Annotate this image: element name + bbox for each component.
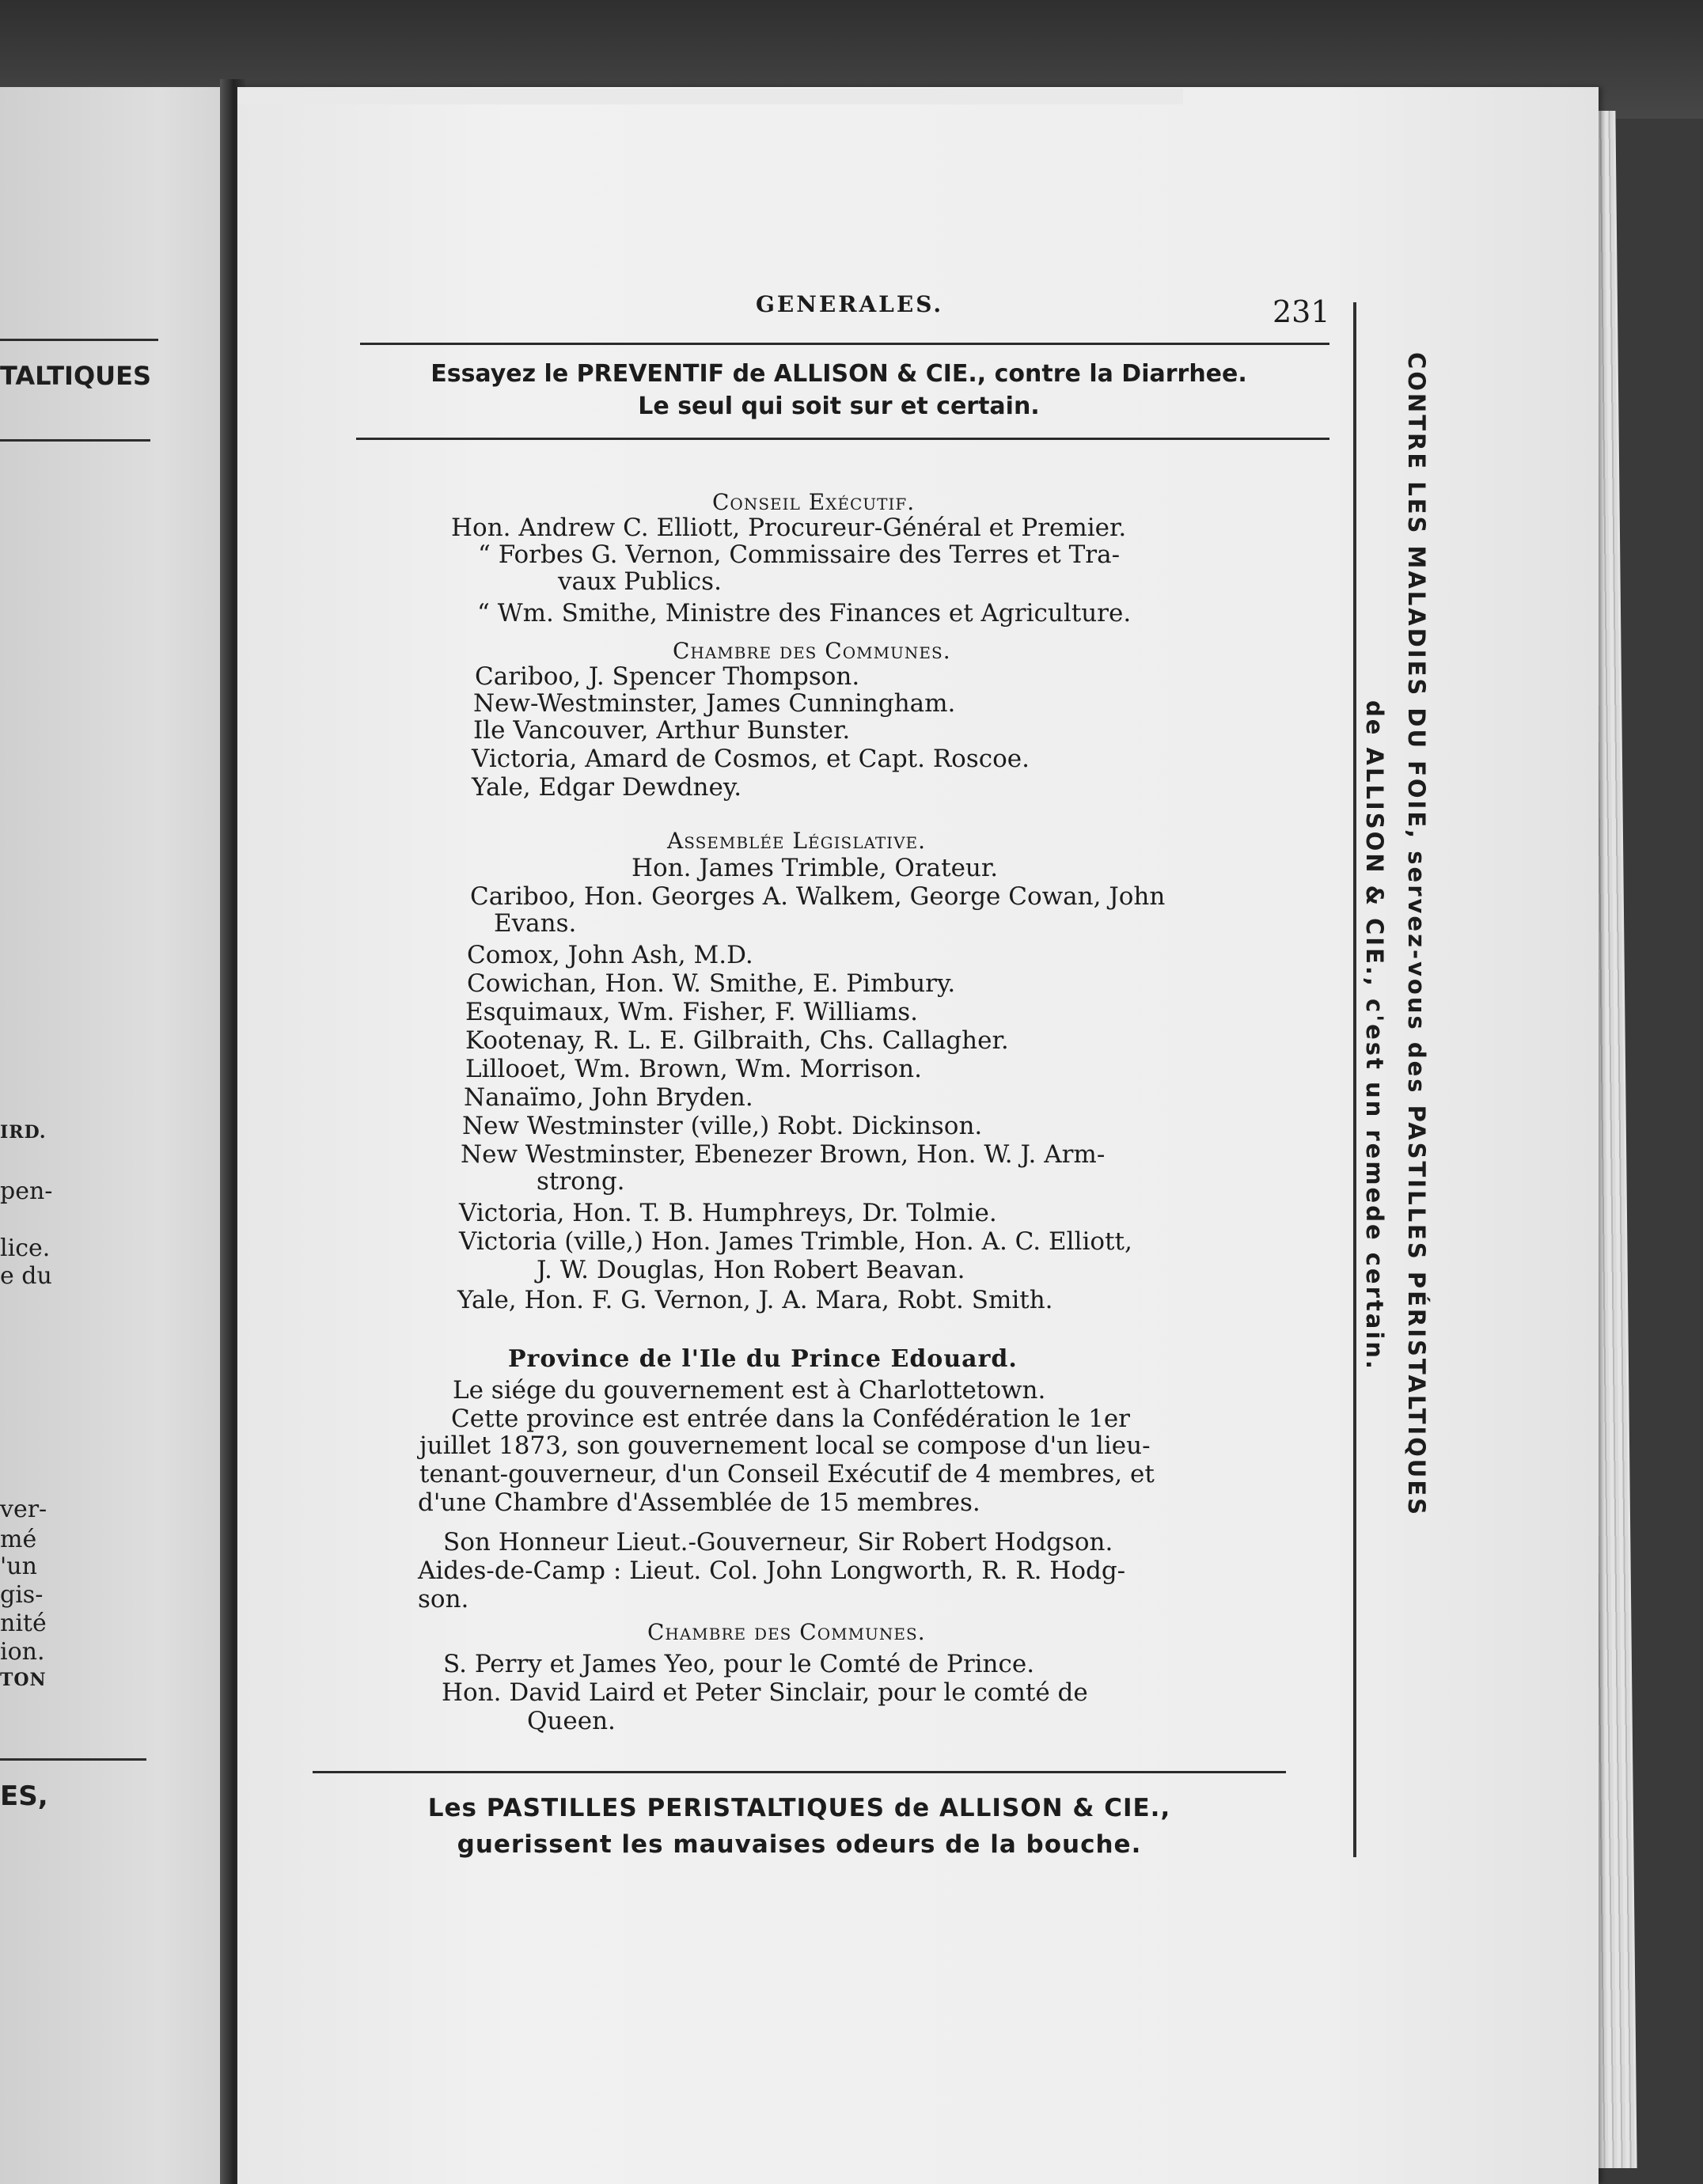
text-line: Esquimaux, Wm. Fisher, F. Williams.	[465, 998, 919, 1026]
text-line: strong.	[537, 1167, 625, 1196]
text-line: son.	[418, 1585, 469, 1613]
left-fragment-bottom: ES,	[0, 1780, 48, 1812]
left-fragment: ver-	[0, 1496, 47, 1523]
text-line: J. W. Douglas, Hon Robert Beavan.	[537, 1256, 965, 1284]
text-line: vaux Publics.	[558, 567, 722, 596]
text-line: juillet 1873, son gouvernement local se compose d'un lieu-	[419, 1431, 1151, 1460]
left-fragment: gis-	[0, 1581, 44, 1609]
vertical-rule	[1353, 302, 1356, 1857]
side-ad-line-1: CONTRE LES MALADIES DU FOIE, servez-vous des PASTILLES PÉRISTALTIQUES	[1403, 352, 1430, 1518]
text-line: Lillooet, Wm. Brown, Wm. Morrison.	[465, 1055, 922, 1083]
side-ad-line-2: de ALLISON & CIE., c'est un remede certain.	[1361, 700, 1388, 1371]
left-rule-top	[0, 339, 158, 341]
running-title: GENERALES.	[756, 291, 944, 317]
text-line: Le siége du gouvernement est à Charlottetown.	[453, 1376, 1046, 1405]
text-line: Yale, Edgar Dewdney.	[472, 773, 742, 802]
text-line: S. Perry et James Yeo, pour le Comté de Prince.	[443, 1650, 1035, 1678]
bottom-ad-line-1: Les PASTILLES PERISTALTIQUES de ALLISON & CIE.,	[427, 1794, 1171, 1822]
text-line: New Westminster, Ebenezer Brown, Hon. W. J. Arm-	[461, 1140, 1106, 1169]
text-line: Victoria, Amard de Cosmos, et Capt. Roscoe.	[472, 745, 1030, 773]
text-line: Nanaïmo, John Bryden.	[464, 1083, 753, 1112]
left-fragment-title: TALTIQUES	[0, 361, 152, 391]
text-line: Hon. Andrew C. Elliott, Procureur-Général et Premier.	[451, 514, 1127, 542]
text-line: Hon. James Trimble, Orateur.	[632, 854, 999, 882]
text-line: Victoria (ville,) Hon. James Trimble, Hon. A. C. Elliott,	[459, 1227, 1132, 1256]
text-line: Queen.	[527, 1707, 616, 1735]
bottom-advertisement	[301, 1790, 1298, 1863]
top-ad-line-1: Essayez le PREVENTIF de ALLISON & CIE., contre la Diarrhee.	[430, 360, 1247, 388]
rule-bottom-ad	[313, 1771, 1286, 1773]
left-fragment: 'un	[0, 1553, 37, 1580]
text-line: Hon. David Laird et Peter Sinclair, pour le comté de	[442, 1678, 1088, 1707]
left-fragment: lice.	[0, 1234, 51, 1262]
left-fragment: e du	[0, 1262, 52, 1290]
bottom-ad-line-2: guerissent les mauvaises odeurs de la bouche.	[457, 1830, 1142, 1859]
text-line: “ Forbes G. Vernon, Commissaire des Terres et Tra-	[478, 540, 1121, 569]
left-fragment: nité	[0, 1610, 47, 1637]
page-top-edge	[237, 89, 1183, 104]
text-line: New-Westminster, James Cunningham.	[473, 689, 956, 718]
text-line: Son Honneur Lieut.-Gouverneur, Sir Robert Hodgson.	[443, 1528, 1113, 1556]
text-line: Cette province est entrée dans la Confédération le 1er	[451, 1405, 1130, 1433]
text-line: Ile Vancouver, Arthur Bunster.	[473, 716, 851, 745]
section-heading-assemblee: Assemblée Législative.	[667, 828, 927, 854]
text-line: Cowichan, Hon. W. Smithe, E. Pimbury.	[467, 969, 956, 998]
text-line: Yale, Hon. F. G. Vernon, J. A. Mara, Robt. Smith.	[457, 1286, 1053, 1314]
text-line: Victoria, Hon. T. B. Humphreys, Dr. Tolmie.	[459, 1199, 997, 1227]
rule-top-ad-above	[360, 343, 1329, 345]
left-fragment: TON	[0, 1670, 47, 1690]
left-fragment: IRD.	[0, 1122, 47, 1143]
text-line: tenant-gouverneur, d'un Conseil Exécutif de 4 membres, et	[419, 1460, 1155, 1488]
top-advertisement	[380, 358, 1298, 423]
text-line: New Westminster (ville,) Robt. Dickinson.	[462, 1112, 983, 1140]
left-fragment: ion.	[0, 1638, 45, 1666]
text-line: Cariboo, Hon. Georges A. Walkem, George Cowan, John	[470, 882, 1166, 911]
section-heading-conseil: Conseil Exécutif.	[712, 489, 916, 515]
text-line: Evans.	[494, 909, 577, 938]
text-line: Cariboo, J. Spencer Thompson.	[475, 662, 860, 691]
text-line: d'une Chambre d'Assemblée de 15 membres.	[418, 1488, 980, 1517]
left-rule-bottom	[0, 1758, 146, 1761]
text-line: Comox, John Ash, M.D.	[467, 941, 753, 969]
left-fragment: mé	[0, 1526, 37, 1553]
section-heading-communes: Chambre des Communes.	[673, 638, 951, 664]
page-number: 231	[1273, 294, 1330, 329]
top-ad-line-2: Le seul qui soit sur et certain.	[638, 392, 1040, 420]
rule-top-ad-below	[356, 438, 1329, 440]
section-heading-pei: Province de l'Ile du Prince Edouard.	[508, 1345, 1018, 1373]
section-heading-communes-pei: Chambre des Communes.	[647, 1619, 926, 1645]
text-line: Aides-de-Camp : Lieut. Col. John Longworth, R. R. Hodg-	[418, 1556, 1126, 1585]
left-rule-2	[0, 439, 150, 442]
text-line: Kootenay, R. L. E. Gilbraith, Chs. Callagher.	[465, 1026, 1009, 1055]
left-fragment: pen-	[0, 1177, 53, 1205]
text-line: “ Wm. Smithe, Ministre des Finances et Agriculture.	[477, 599, 1132, 628]
